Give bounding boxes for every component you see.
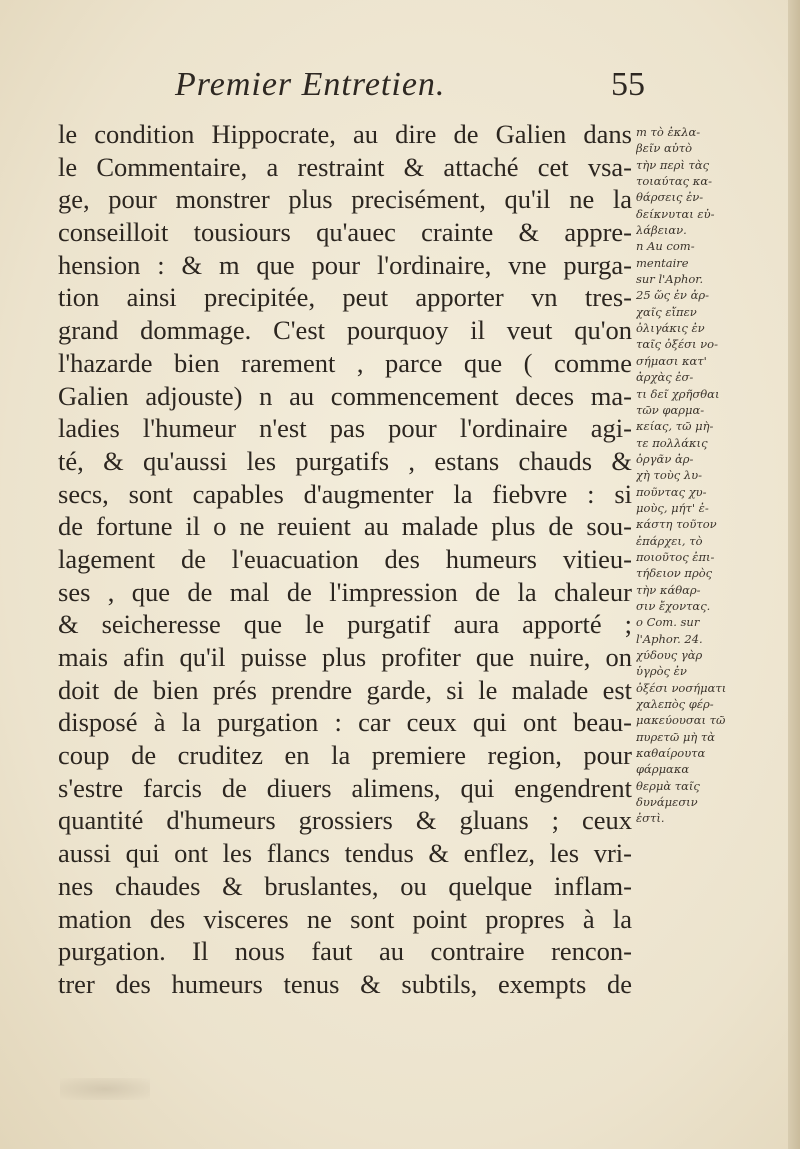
page-header (175, 66, 645, 116)
text-line: de fortune il o ne reuient au malade plus de sou- (58, 511, 632, 542)
margin-note-line: δείκνυται εὐ- (636, 206, 715, 221)
text-line: trer des humeurs tenus & subtils, exempts de (58, 968, 632, 999)
margin-note-line: ποιοῦτος ἐπι- (636, 549, 715, 564)
margin-note-line: λάβειαν. (636, 223, 687, 238)
margin-note-line: κάστη τοῦτον (636, 517, 717, 532)
text-line: Galien adjouste) n au commencement deces ma- (58, 380, 632, 411)
text-line: conseilloit tousiours qu'auec crainte & appre- (58, 217, 632, 248)
text-line: quantité d'humeurs grossiers & gluans ; ceux (58, 805, 632, 836)
running-title: Premier Entretien. (175, 66, 446, 103)
text-line: tion ainsi precipitée, peut apporter vn tres- (58, 282, 632, 313)
margin-note-line: μακεύουσαι τῶ (636, 713, 726, 728)
text-line: mation des visceres ne sont point propres à la (58, 903, 632, 934)
margin-note-line: m τὸ ἐκλα- (636, 125, 701, 139)
margin-note-line: τε πολλάκις (636, 435, 708, 450)
text-line: grand dommage. C'est pourquoy il veut qu'on (58, 315, 632, 346)
text-line: aussi qui ont les flancs tendus & enflez, les vri- (58, 838, 632, 869)
margin-note-line: θερμὰ ταῖς (636, 778, 700, 793)
page-number: 55 (611, 66, 645, 103)
margin-note-line: ὀλιγάκις ἐν (636, 321, 705, 336)
margin-note-line: ἐπάρχει, τὸ (636, 533, 703, 548)
margin-note-line: μοὺς, μήτ' ἐ- (636, 500, 709, 515)
text-line: doit de bien prés prendre garde, si le malade est (58, 674, 632, 705)
margin-note-line: ἐστὶ. (636, 811, 665, 826)
text-line: mais afin qu'il puisse plus profiter que nuire, on (58, 642, 632, 672)
margin-note-line: 25 ὥς ἐν ἀρ- (636, 288, 709, 303)
margin-note-line: ὀργᾶν ἀρ- (636, 451, 694, 466)
text-line: l'hazarde bien rarement , parce que ( comme (58, 347, 632, 378)
margin-note-line: χύδους γὰρ (636, 648, 703, 662)
margin-note-line: ποῦντας χυ- (636, 484, 707, 499)
text-line: purgation. Il nous faut au contraire rencon- (58, 936, 632, 967)
margin-note-line: ἀρχὰς ἐσ- (636, 370, 694, 385)
margin-note-line: κείας, τῶ μὴ- (636, 419, 714, 434)
margin-note-line: καθαίρουτα (636, 746, 706, 761)
margin-note-line: τήδειον πρὸς (636, 566, 713, 581)
margin-note-line: ταῖς ὀξέσι νο- (636, 337, 718, 352)
margin-note-line: τῶν φαρμα- (636, 402, 705, 417)
margin-note-line: ὀξέσι νοσήματι (636, 680, 727, 695)
text-line: & seicheresse que le purgatif aura apporté ; (58, 609, 632, 640)
text-line: nes chaudes & bruslantes, ou quelque inflam- (58, 870, 632, 901)
margin-note-line: πυρετῶ μὴ τὰ (636, 729, 716, 744)
margin-note-line: σήμασι κατ' (636, 353, 707, 368)
margin-note-line: o Com. sur (636, 615, 700, 630)
margin-note-line: sur l'Aphor. (636, 272, 704, 287)
text-line: hension : & m que pour l'ordinaire, vne purga- (58, 249, 632, 280)
margin-note-line: φάρμακα (636, 762, 690, 777)
margin-note-line: τὴν περὶ τὰς (636, 157, 710, 172)
margin-note-line: ὑγρὸς ἐν (636, 664, 687, 679)
margin-notes (636, 124, 794, 827)
text-line: lagement de l'euacuation des humeurs vitieu- (58, 543, 632, 574)
main-text (58, 118, 632, 1001)
margin-note-line: σιν ἔχοντας. (636, 598, 711, 613)
text-line: té, & qu'aussi les purgatifs , estans chauds & (58, 445, 632, 476)
margin-note-line: θάρσεις ἐν- (636, 190, 704, 205)
margin-note-line: mentaire (636, 255, 689, 270)
margin-note-line: χαλεπὸς φέρ- (636, 697, 714, 712)
margin-note-line: n Au com- (636, 239, 695, 254)
text-line: s'estre farcis de diuers alimens, qui engendrent (58, 772, 632, 803)
margin-note-line: χὴ τοὺς λυ- (636, 468, 703, 483)
text-line: secs, sont capables d'augmenter la fiebvre : si (58, 478, 632, 509)
text-line: le Commentaire, a restraint & attaché cet vsa- (58, 151, 632, 182)
margin-note-line: l'Aphor. 24. (636, 631, 703, 646)
margin-note-line: τοιαύτας κα- (636, 174, 712, 189)
text-line: le condition Hippocrate, au dire de Galien dans (58, 119, 632, 149)
margin-note-line: τι δεῖ χρῆσθαι (636, 386, 720, 401)
ink-smudge (60, 1078, 150, 1100)
text-line: disposé à la purgation : car ceux qui ont beau- (58, 707, 632, 738)
margin-note-line: βεῖν αὐτὸ (636, 141, 693, 156)
text-line: ge, pour monstrer plus precisément, qu'il ne la (58, 184, 632, 215)
text-line: ladies l'humeur n'est pas pour l'ordinaire agi- (58, 413, 632, 444)
text-line: ses , que de mal de l'impression de la chaleur (58, 576, 632, 607)
margin-note-line: χαῖς εἴπεν (636, 304, 697, 319)
margin-note-line: τὴν κάθαρ- (636, 582, 701, 597)
text-line: coup de cruditez en la premiere region, pour (58, 740, 632, 771)
margin-note-line: δυνάμεσιν (636, 795, 698, 810)
